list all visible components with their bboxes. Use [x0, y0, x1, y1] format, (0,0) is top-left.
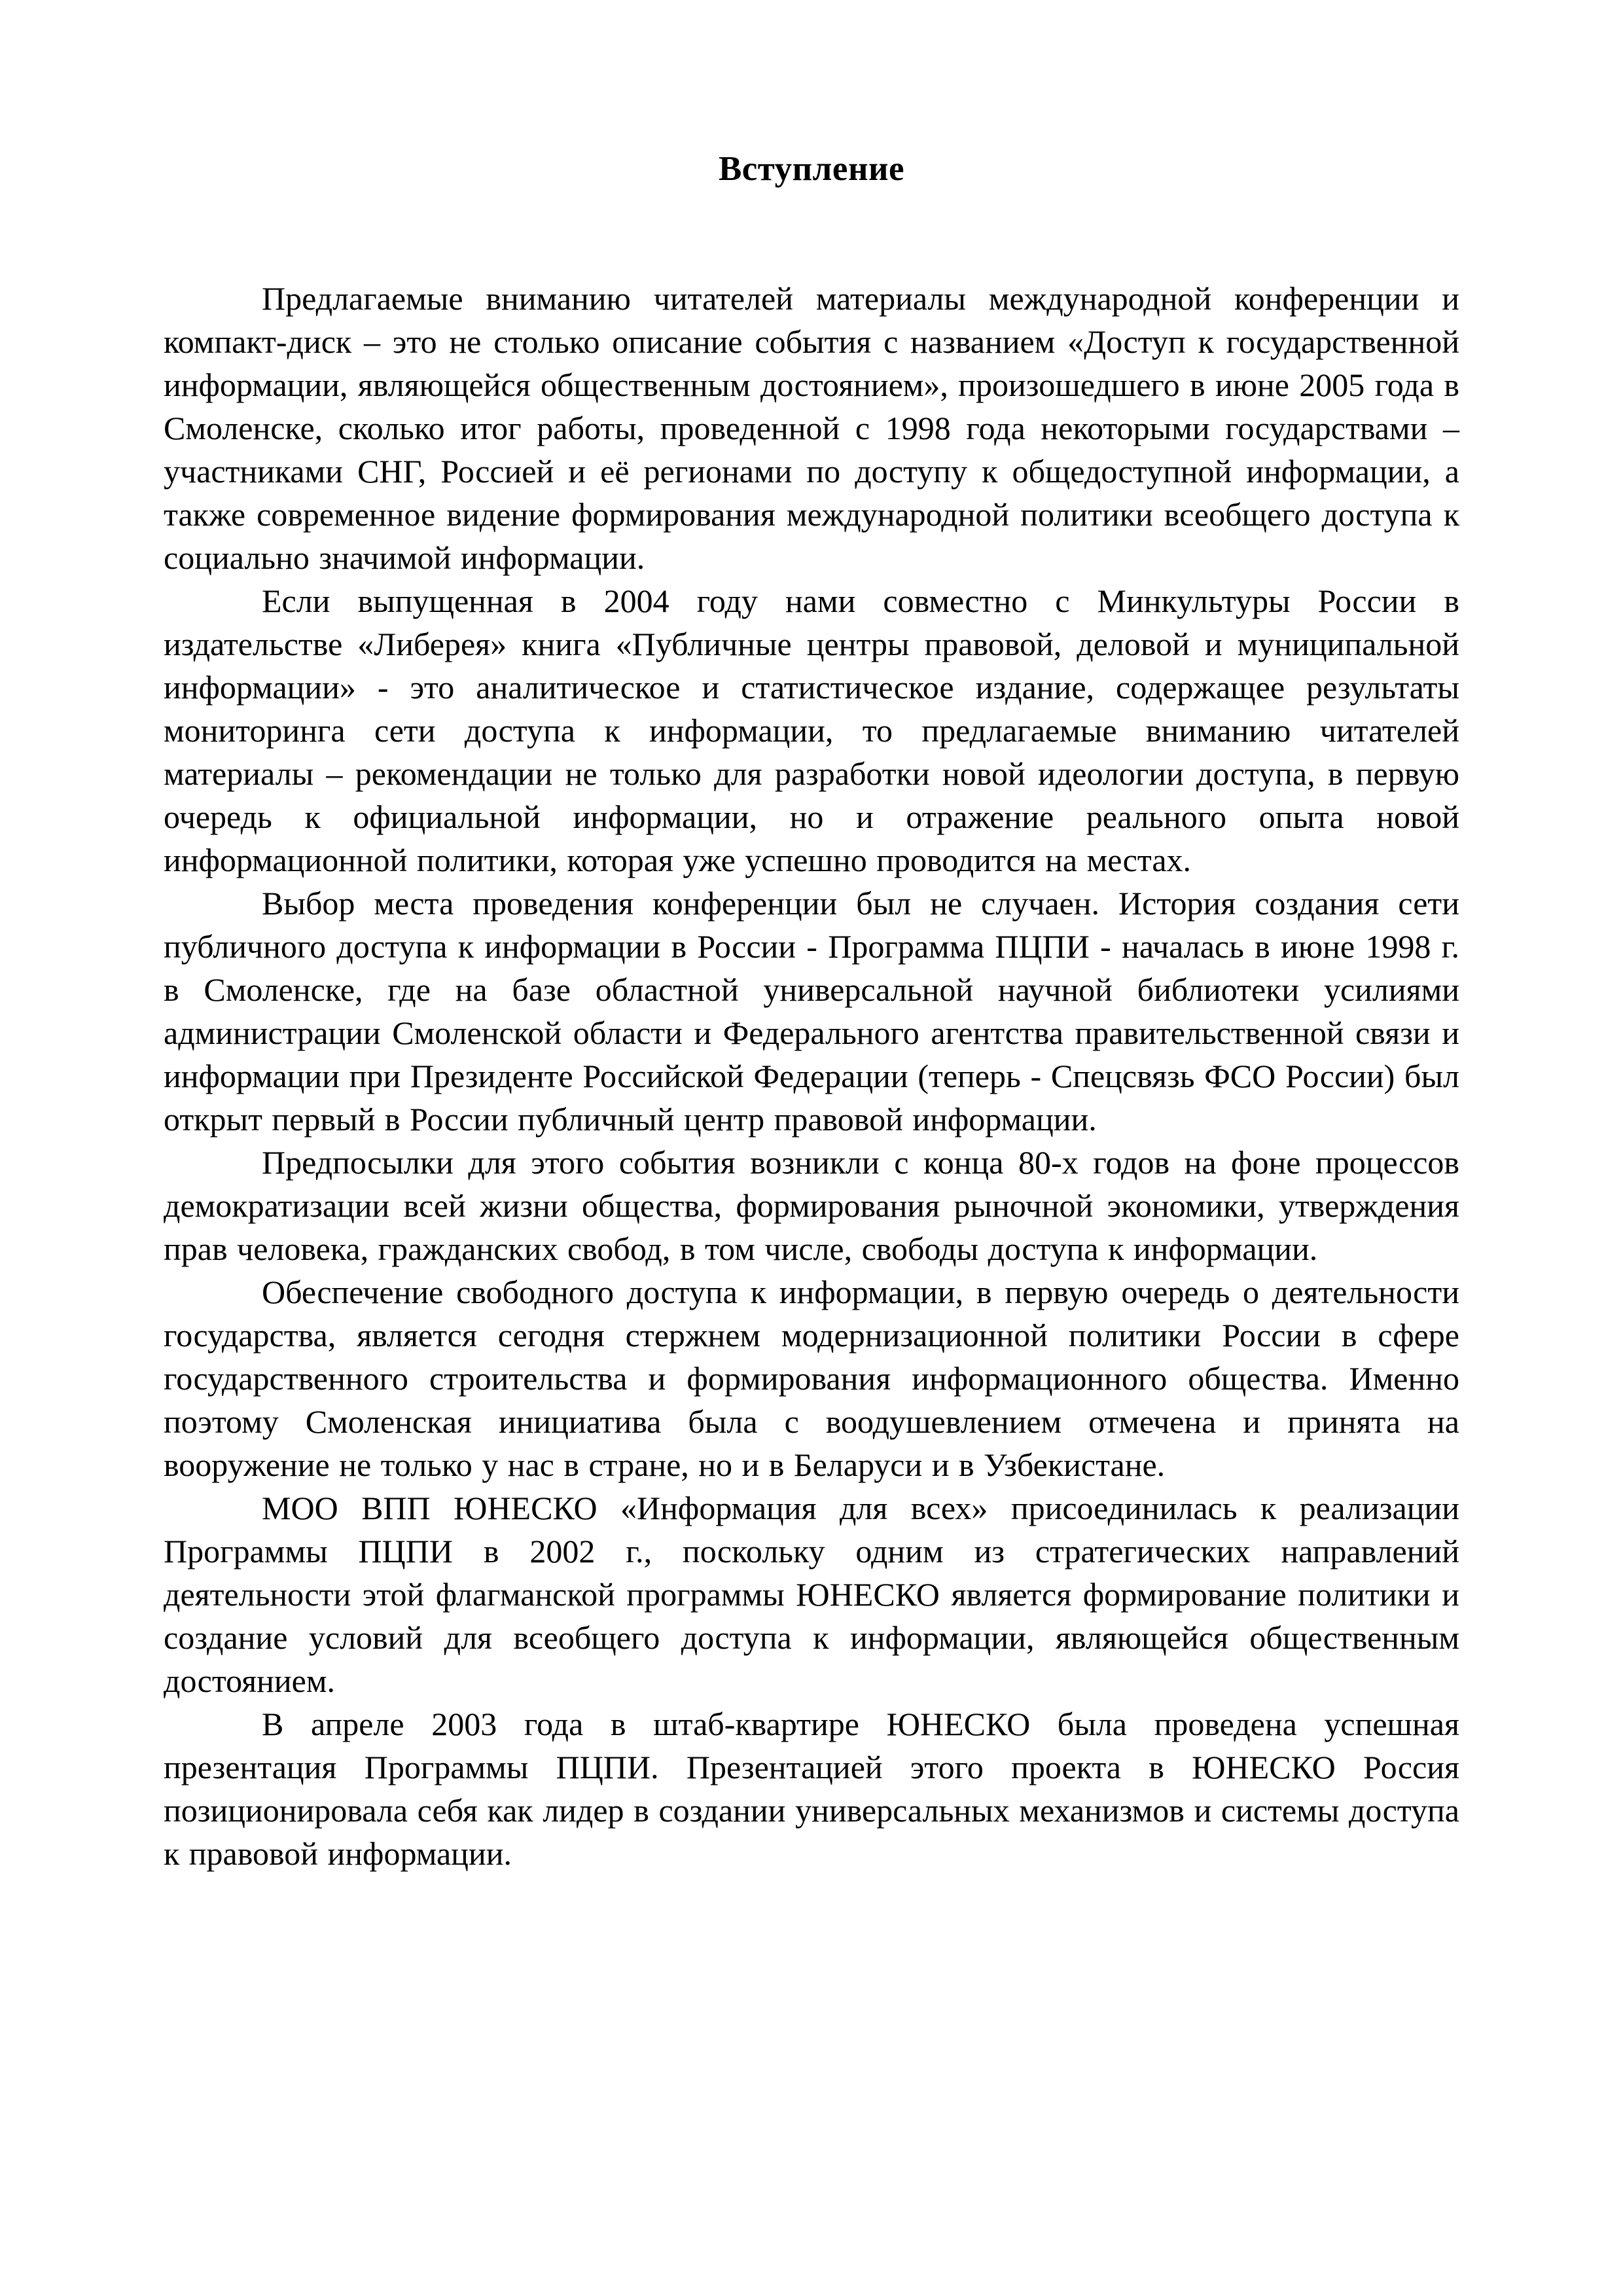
paragraph: В апреле 2003 года в штаб-квартире ЮНЕСКО была проведена успешная презентация Программы ПЦПИ. Презентацией этого проекта в ЮНЕСКО Россия позиционировала себя как лидер в создании универсальных механизмов и системы доступа к правовой информации.	[164, 1706, 1459, 1872]
page-title: Вступление	[718, 150, 905, 188]
paragraph: Если выпущенная в 2004 году нами совместно с Минкультуры России в издательстве «Либерея» книга «Публичные центры правовой, деловой и муниципальной информации» - это аналитическое и статистическое издание, содержащее результаты мониторинга сети доступа к информации, то предлагаемые вниманию читателей материалы – рекомендации не только для разработки новой идеологии доступа, в первую очередь к официальной информации, но и отражение реального опыта новой информационной политики, которая уже успешно проводится на местах.	[164, 583, 1459, 878]
paragraph: Предпосылки для этого события возникли с конца 80-х годов на фоне процессов демократизации всей жизни общества, формирования рыночной экономики, утверждения прав человека, гражданских свобод, в том числе, свободы доступа к информации.	[164, 1144, 1459, 1267]
paragraph: Выбор места проведения конференции был не случаен. История создания сети публичного доступа к информации в России - Программа ПЦПИ - началась в июне 1998 г. в Смоленске, где на базе областной универсальной научной библиотеки усилиями администрации Смоленской области и Федерального агентства правительственной связи и информации при Президенте Российской Федерации (теперь - Спецсвязь ФСО России) был открыт первый в России публичный центр правовой информации.	[164, 885, 1459, 1138]
paragraph: Предлагаемые вниманию читателей материалы международной конференции и компакт-диск – это не столько описание события с названием «Доступ к государственной информации, являющейся общественным достоянием», произошедшего в июне 2005 года в Смоленске, сколько итог работы, проведенной с 1998 года некоторыми государствами – участниками СНГ, Россией и её регионами по доступу к общедоступной информации, а также современное видение формирования международной политики всеобщего доступа к социально значимой информации.	[164, 280, 1459, 576]
document-body	[164, 277, 1459, 1875]
paragraph: МОО ВПП ЮНЕСКО «Информация для всех» присоединилась к реализации Программы ПЦПИ в 2002 г., поскольку одним из стратегических направлений деятельности этой флагманской программы ЮНЕСКО является формирование политики и создание условий для всеобщего доступа к информации, являющейся общественным достоянием.	[164, 1490, 1459, 1699]
paragraph: Обеспечение свободного доступа к информации, в первую очередь о деятельности государства, является сегодня стержнем модернизационной политики России в сфере государственного строительства и формирования информационного общества. Именно поэтому Смоленская инициатива была с воодушевлением отмечена и принята на вооружение не только у нас в стране, но и в Беларуси и в Узбекистане.	[164, 1274, 1459, 1483]
